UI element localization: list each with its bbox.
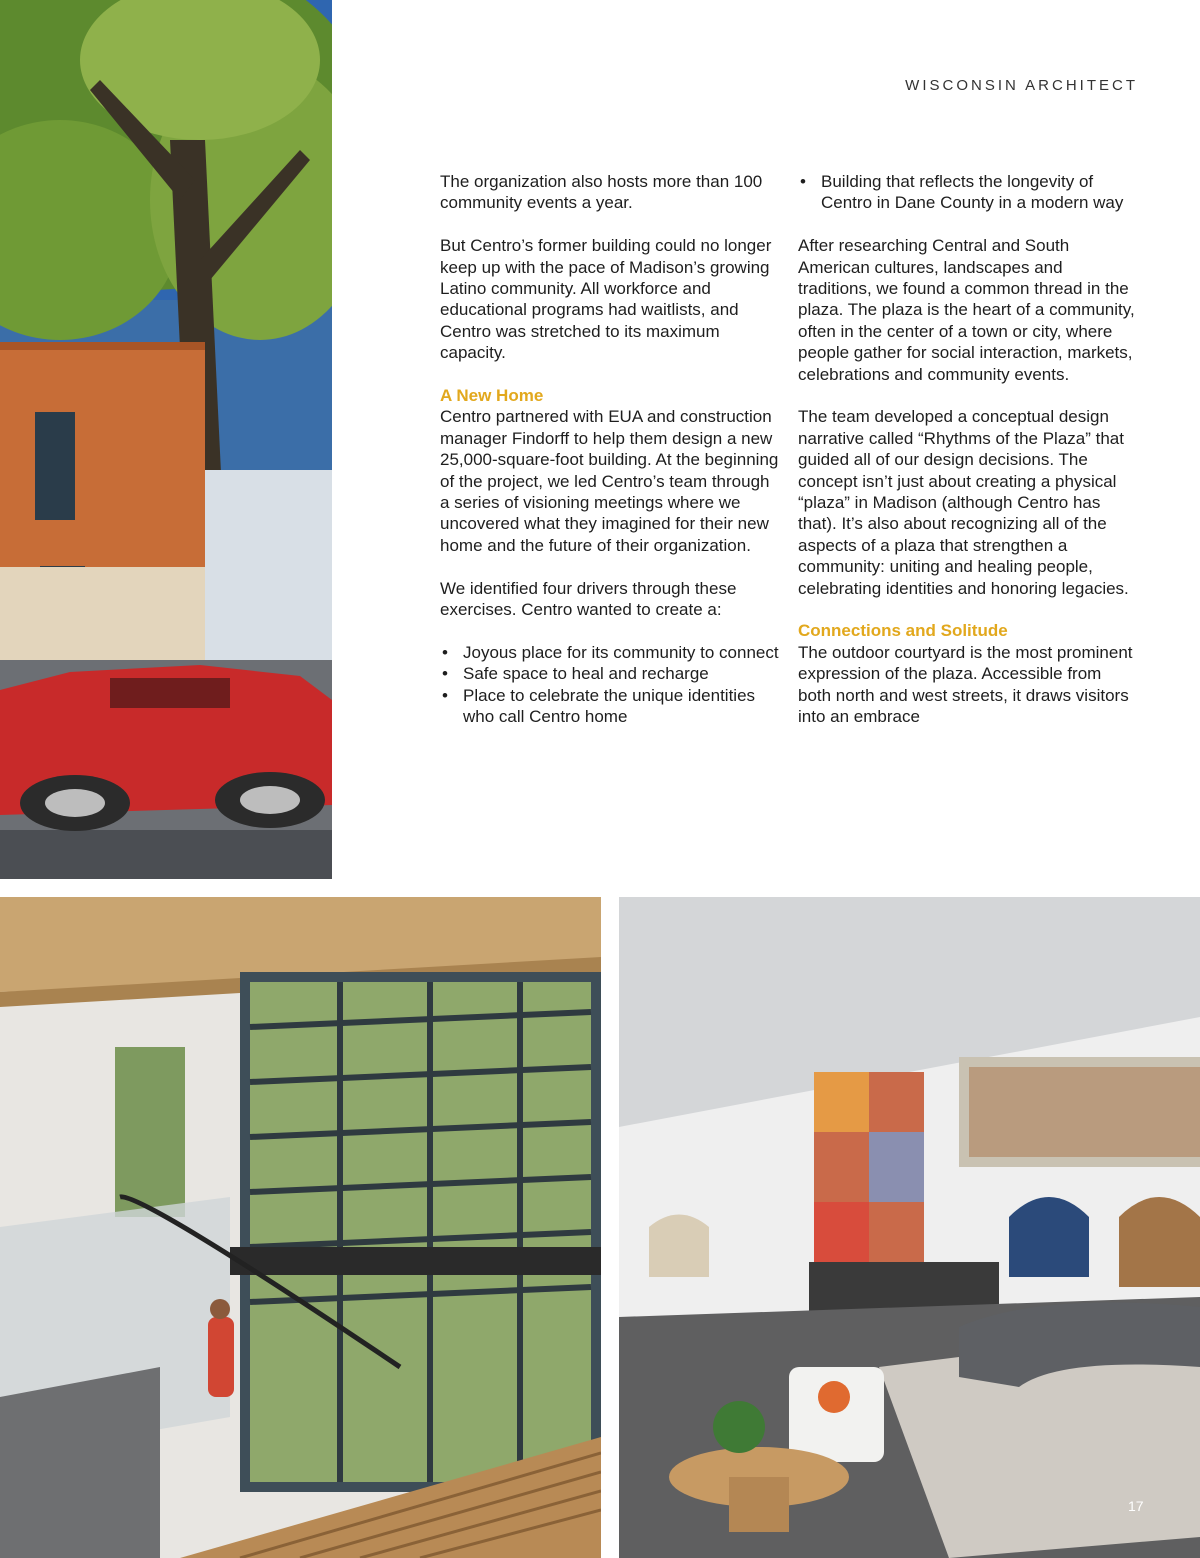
page-number: 17 [1128,1498,1144,1514]
exterior-photo [0,0,332,879]
drivers-list-continued [798,171,1138,214]
paragraph: Centro partnered with EUA and construction manager Findorff to help them design a new 25,000-square-foot building. At the beginning of the project, we led Centro’s team through a series of visioning meetings where we uncovered what they imagined for their new home and the future of their organization. [440,407,779,555]
lobby-photo [619,897,1200,1558]
paragraph: The organization also hosts more than 100 community events a year. [440,172,763,213]
publication-title: WISCONSIN ARCHITECT [905,77,1138,94]
paragraph: The outdoor courtyard is the most prominent expression of the plaza. Accessible from both north and west streets, it draws visitors into an embrace [798,642,1133,727]
paragraph: We identified four drivers through these exercises. Centro wanted to create a: [440,578,737,620]
paragraph: After researching Central and South American cultures, landscapes and traditions, we found a common thread in the plaza. The plaza is the heart of a community, often in the center of a town or city, where people gather for social interaction, markets, celebrations and community events. [798,236,1135,384]
list-item: • Joyous place for its community to connect [440,642,780,663]
list-item: • Building that reflects the longevity of Centro in Dane County in a modern way [798,171,1138,214]
text-column-left [440,171,780,749]
drivers-list [440,642,780,728]
section-heading: A New Home [440,386,544,406]
list-item: • Place to celebrate the unique identities who call Centro home [440,685,780,728]
text-column-right [798,171,1138,728]
stairwell-photo [0,897,601,1558]
paragraph: The team developed a conceptual design narrative called “Rhythms of the Plaza” that guided all of our design decisions. The concept isn’t just about creating a physical “plaza” in Madison (although Centro has that). It’s also about recognizing all of the aspects of a plaza that strengthen a community: uniting and healing people, celebrating identities and honoring legacies. [798,407,1129,598]
paragraph: But Centro’s former building could no longer keep up with the pace of Madison’s growing Latino community. All workforce and educational programs had waitlists, and Centro was stretched to its maximum capacity. [440,236,772,363]
list-item: • Safe space to heal and recharge [440,663,780,684]
section-heading: Connections and Solitude [798,621,1008,641]
